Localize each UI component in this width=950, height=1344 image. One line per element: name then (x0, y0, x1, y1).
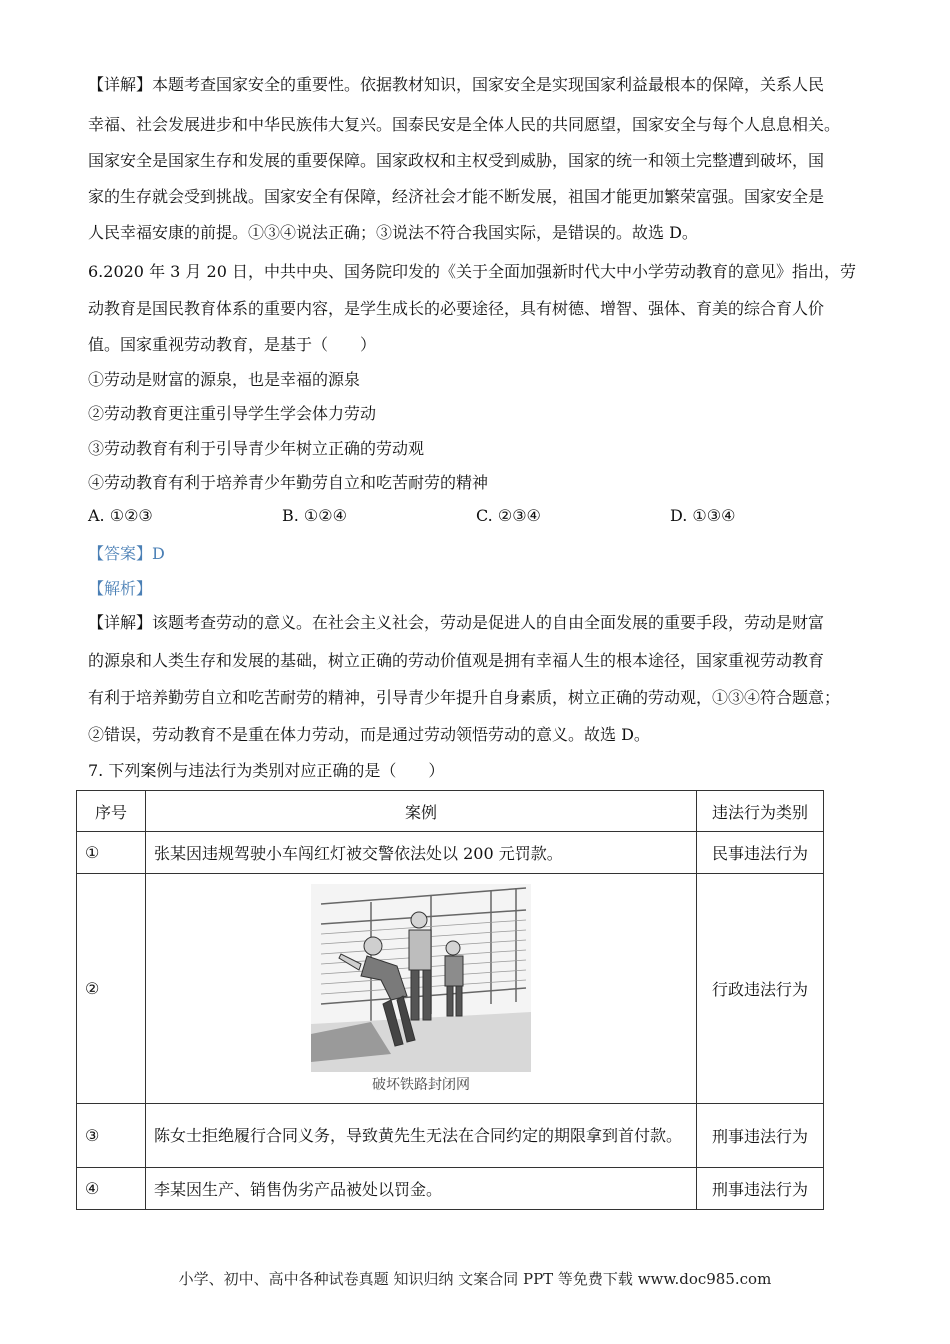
row-case: 李某因生产、销售伪劣产品被处以罚金。 (146, 1168, 697, 1210)
q6-analysis-label: 【解析】 (88, 579, 153, 598)
page-footer: 小学、初中、高中各种试卷真题 知识归纳 文案合同 PPT 等免费下载 www.doc985.com (178, 1270, 772, 1288)
header-num: 序号 (77, 791, 146, 832)
row-case-image-cell (146, 874, 697, 1104)
q6-detail-line-4: ②错误，劳动教育不是重在体力劳动，而是通过劳动领悟劳动的意义。故选 D。 (88, 725, 650, 744)
row-num: ② (77, 874, 146, 1104)
q6-item-3: ③劳动教育有利于引导青少年树立正确的劳动观 (88, 439, 425, 458)
row-num: ① (77, 832, 146, 874)
image-caption: 破坏铁路封闭网 (372, 1076, 470, 1093)
q6-option-a: A. ①②③ (88, 506, 153, 525)
prev-detail-line-5: 人民幸福安康的前提。①③④说法正确；③说法不符合我国实际，是错误的。故选 D。 (88, 223, 698, 242)
q6-item-4: ④劳动教育有利于培养青少年勤劳自立和吃苦耐劳的精神 (88, 473, 489, 492)
table-row (77, 1104, 824, 1168)
prev-detail-line-2: 幸福、社会发展进步和中华民族伟大复兴。国泰民安是全体人民的共同愿望，国家安全与每个人息息相关。 (88, 115, 841, 134)
q6-detail-line-2: 的源泉和人类生存和发展的基础，树立正确的劳动价值观是拥有幸福人生的根本途径，国家重视劳动教育 (88, 651, 825, 670)
row-num: ③ (77, 1104, 146, 1168)
row-category: 刑事违法行为 (697, 1168, 824, 1210)
header-case: 案例 (146, 791, 697, 832)
row-case: 张某因违规驾驶小车闯红灯被交警依法处以 200 元罚款。 (146, 832, 697, 874)
q6-option-b: B. ①②④ (282, 506, 347, 525)
row-category: 民事违法行为 (697, 832, 824, 874)
q6-detail-line-1: 【详解】该题考查劳动的意义。在社会主义社会，劳动是促进人的自由全面发展的重要手段，劳动是财富 (88, 613, 825, 632)
table-header-row (77, 791, 824, 832)
railway-fence-illustration (311, 884, 531, 1072)
q6-option-d: D. ①③④ (670, 506, 736, 525)
q6-item-1: ①劳动是财富的源泉，也是幸福的源泉 (88, 370, 361, 389)
table-row (77, 1168, 824, 1210)
prev-detail-line-1: 【详解】本题考查国家安全的重要性。依据教材知识，国家安全是实现国家利益最根本的保障，关系人民 (88, 75, 825, 94)
row-category: 行政违法行为 (697, 874, 824, 1104)
q7-table (76, 790, 824, 1210)
q7-stem: 7. 下列案例与违法行为类别对应正确的是（ ） (88, 761, 445, 780)
q6-item-2: ②劳动教育更注重引导学生学会体力劳动 (88, 404, 377, 423)
row-num: ④ (77, 1168, 146, 1210)
table-row (77, 832, 824, 874)
header-category: 违法行为类别 (697, 791, 824, 832)
row-category: 刑事违法行为 (697, 1104, 824, 1168)
table-row (77, 874, 824, 1104)
q6-detail-line-3: 有利于培养勤劳自立和吃苦耐劳的精神，引导青少年提升自身素质，树立正确的劳动观，①③④符合题意； (88, 688, 841, 707)
prev-detail-line-3: 国家安全是国家生存和发展的重要保障。国家政权和主权受到威胁，国家的统一和领土完整遭到破坏，国 (88, 151, 825, 170)
row-case: 陈女士拒绝履行合同义务，导致黄先生无法在合同约定的期限拿到首付款。 (146, 1104, 697, 1168)
q6-options (88, 506, 868, 530)
q6-stem-line-3: 值。国家重视劳动教育，是基于（ ） (88, 335, 377, 354)
prev-detail-line-4: 家的生存就会受到挑战。国家安全有保障，经济社会才能不断发展，祖国才能更加繁荣富强。国家安全是 (88, 187, 825, 206)
q6-stem-line-1: 6.2020 年 3 月 20 日，中共中央、国务院印发的《关于全面加强新时代大中小学劳动教育的意见》指出，劳 (88, 262, 856, 281)
q6-answer: 【答案】D (88, 544, 165, 563)
q6-option-c: C. ②③④ (476, 506, 541, 525)
q6-stem-line-2: 动教育是国民教育体系的重要内容，是学生成长的必要途径，具有树德、增智、强体、育美的综合育人价 (88, 299, 825, 318)
